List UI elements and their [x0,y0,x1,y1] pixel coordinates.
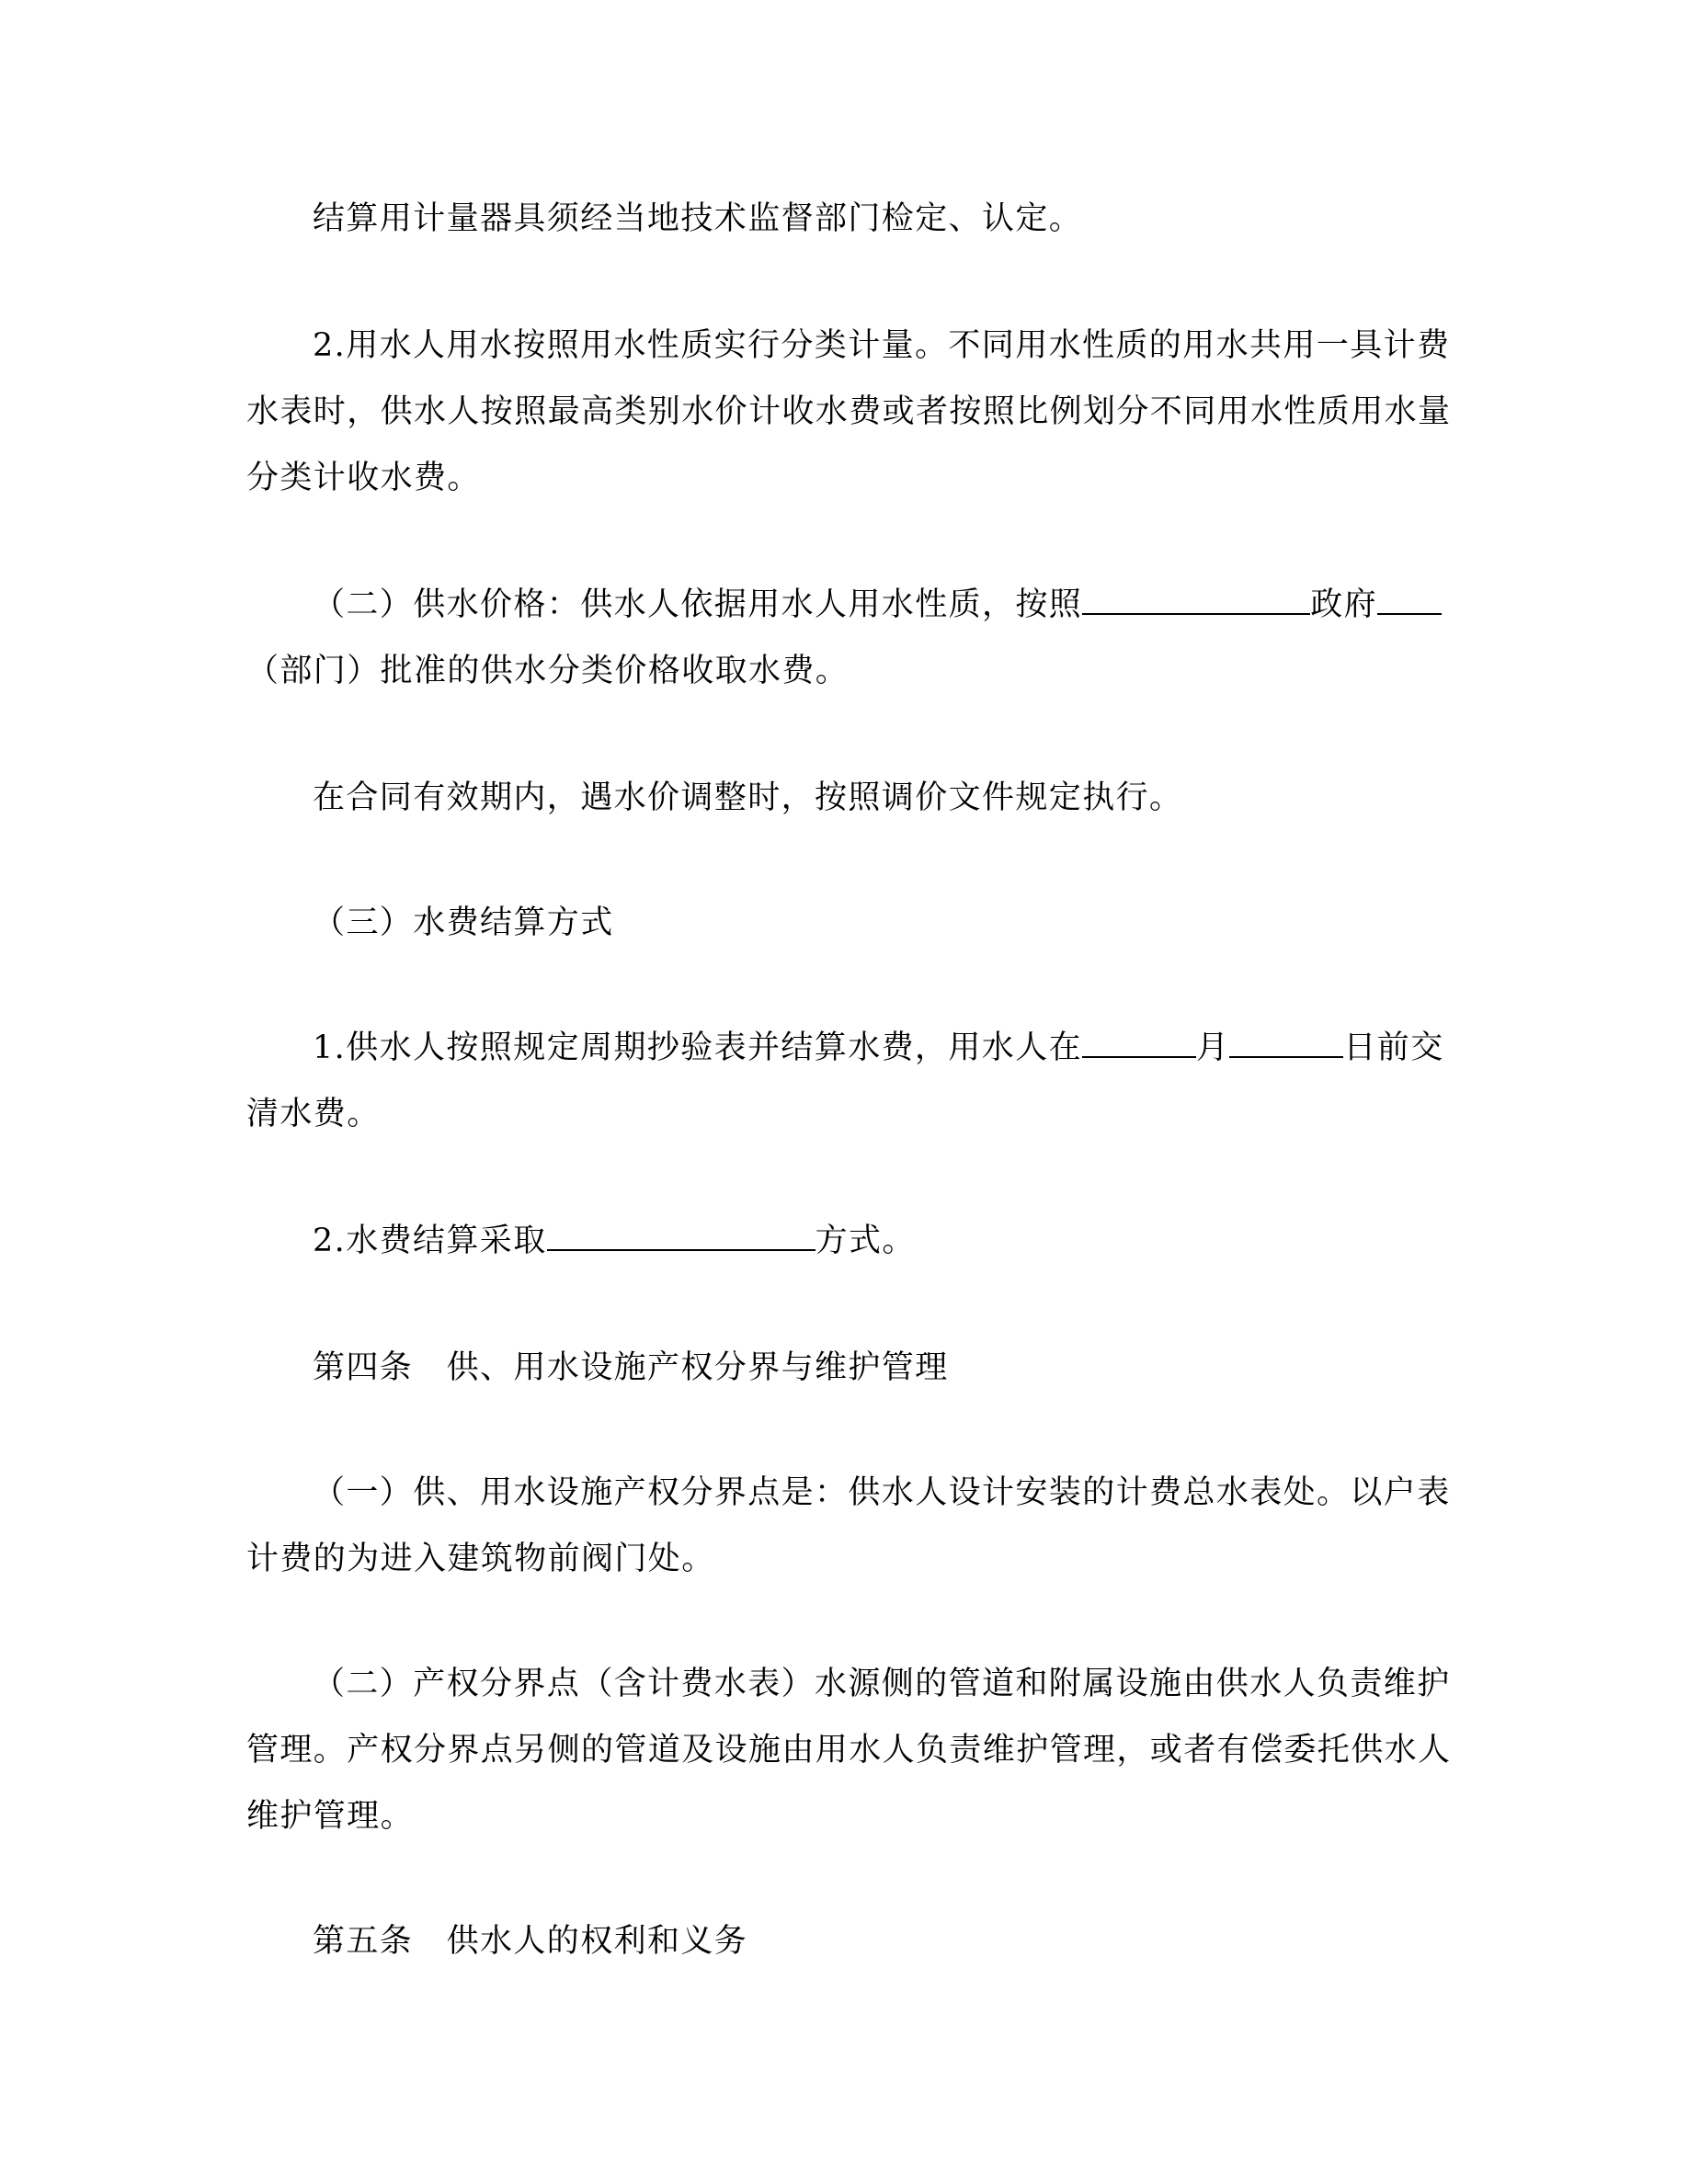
text: 日前交 [1343,1029,1444,1066]
paragraph-property-boundary [246,1460,1451,1592]
text: 第四条 供、用水设施产权分界与维护管理 [313,1349,949,1386]
text: 政府 [1310,586,1378,623]
text: 2.水费结算采取 [313,1223,547,1259]
text: 计费的为进入建筑物前阀门处。 [246,1541,715,1577]
paragraph-settlement-way [246,1208,1432,1274]
text: （二）供水价格：供水人依据用水人用水性质，按照 [313,586,1083,623]
blank-field-government[interactable] [1082,587,1310,615]
text: 2.用水人用水按照用水性质实行分类计量。不同用水性质的用水共用一具计费 [313,327,1451,364]
blank-field-government-2[interactable] [1377,587,1442,615]
text: 清水费。 [246,1096,381,1132]
text: 分类计收水费。 [246,460,481,496]
text: （二）产权分界点（含计费水表）水源侧的管道和附属设施由供水人负责维护 [313,1666,1451,1702]
paragraph-water-price [246,572,1432,704]
paragraph-settlement-period [246,1015,1444,1147]
text: 月 [1196,1029,1230,1066]
heading-settlement-method [246,890,1432,956]
text-line [246,186,1432,252]
blank-field-month[interactable] [1082,1030,1196,1058]
text: （三）水费结算方式 [313,904,614,941]
paragraph-maintenance [246,1651,1452,1849]
paragraph-meter-verification [246,186,1432,252]
paragraph-classified-metering [246,313,1452,511]
text: 方式。 [815,1223,916,1259]
paragraph-price-adjustment [246,765,1432,831]
blank-field-day[interactable] [1229,1030,1343,1058]
article-four-heading [246,1335,1432,1401]
text: 水表时，供水人按照最高类别水价计收水费或者按照比例划分不同用水性质用水量 [246,393,1452,430]
text: 结算用计量器具须经当地技术监督部门检定、认定。 [313,200,1083,237]
text: 维护管理。 [246,1798,415,1835]
text: 管理。产权分界点另侧的管道及设施由用水人负责维护管理，或者有偿委托供水人 [246,1732,1452,1769]
blank-field-method[interactable] [547,1223,815,1251]
text: （一）供、用水设施产权分界点是：供水人设计安装的计费总水表处。以户表 [313,1474,1451,1511]
text: 第五条 供水人的权利和义务 [313,1923,748,1960]
text: （部门）批准的供水分类价格收取水费。 [246,653,850,689]
article-five-heading [246,1908,1432,1974]
text: 1.供水人按照规定周期抄验表并结算水费，用水人在 [313,1029,1082,1066]
text: 在合同有效期内，遇水价调整时，按照调价文件规定执行。 [313,779,1183,816]
